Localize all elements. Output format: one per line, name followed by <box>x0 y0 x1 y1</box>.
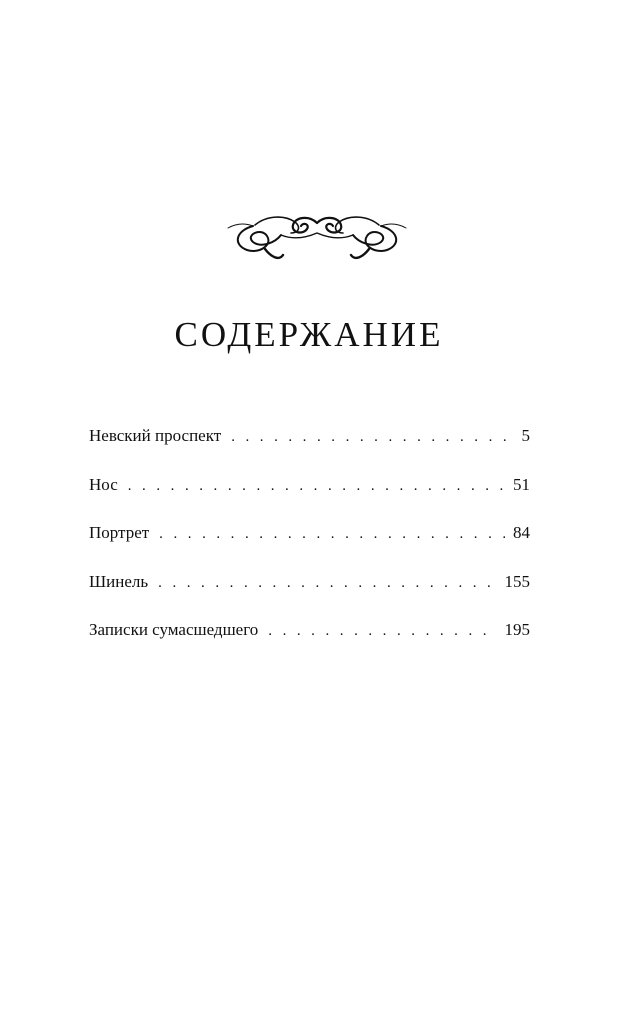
toc-entry-title: Нос <box>89 474 118 494</box>
dot-leader <box>231 425 513 449</box>
toc-entry[interactable] <box>89 521 530 570</box>
toc-entry-title: Невский проспект <box>89 426 222 445</box>
toc-entry[interactable] <box>89 618 530 667</box>
page-title: СОДЕРЖАНИЕ <box>174 315 444 354</box>
toc-entry[interactable] <box>89 570 530 619</box>
dot-leader <box>159 522 505 546</box>
toc-entry-page: 5 <box>521 426 530 445</box>
toc-entry-page: 51 <box>513 474 530 494</box>
toc-entry-page: 155 <box>504 571 530 591</box>
flourish-ornament-icon <box>225 205 409 261</box>
toc-entry-page: 195 <box>504 620 530 639</box>
table-of-contents <box>89 424 530 667</box>
toc-entry-page: 84 <box>513 523 530 542</box>
dot-leader <box>158 571 496 595</box>
toc-entry-title: Записки сумасшедшего <box>89 620 259 639</box>
toc-entry-title: Шинель <box>89 571 149 591</box>
toc-entry[interactable] <box>89 424 530 473</box>
dot-leader <box>268 619 496 643</box>
toc-entry[interactable] <box>89 473 530 522</box>
toc-entry-title: Портрет <box>89 523 150 542</box>
dot-leader <box>128 474 505 498</box>
